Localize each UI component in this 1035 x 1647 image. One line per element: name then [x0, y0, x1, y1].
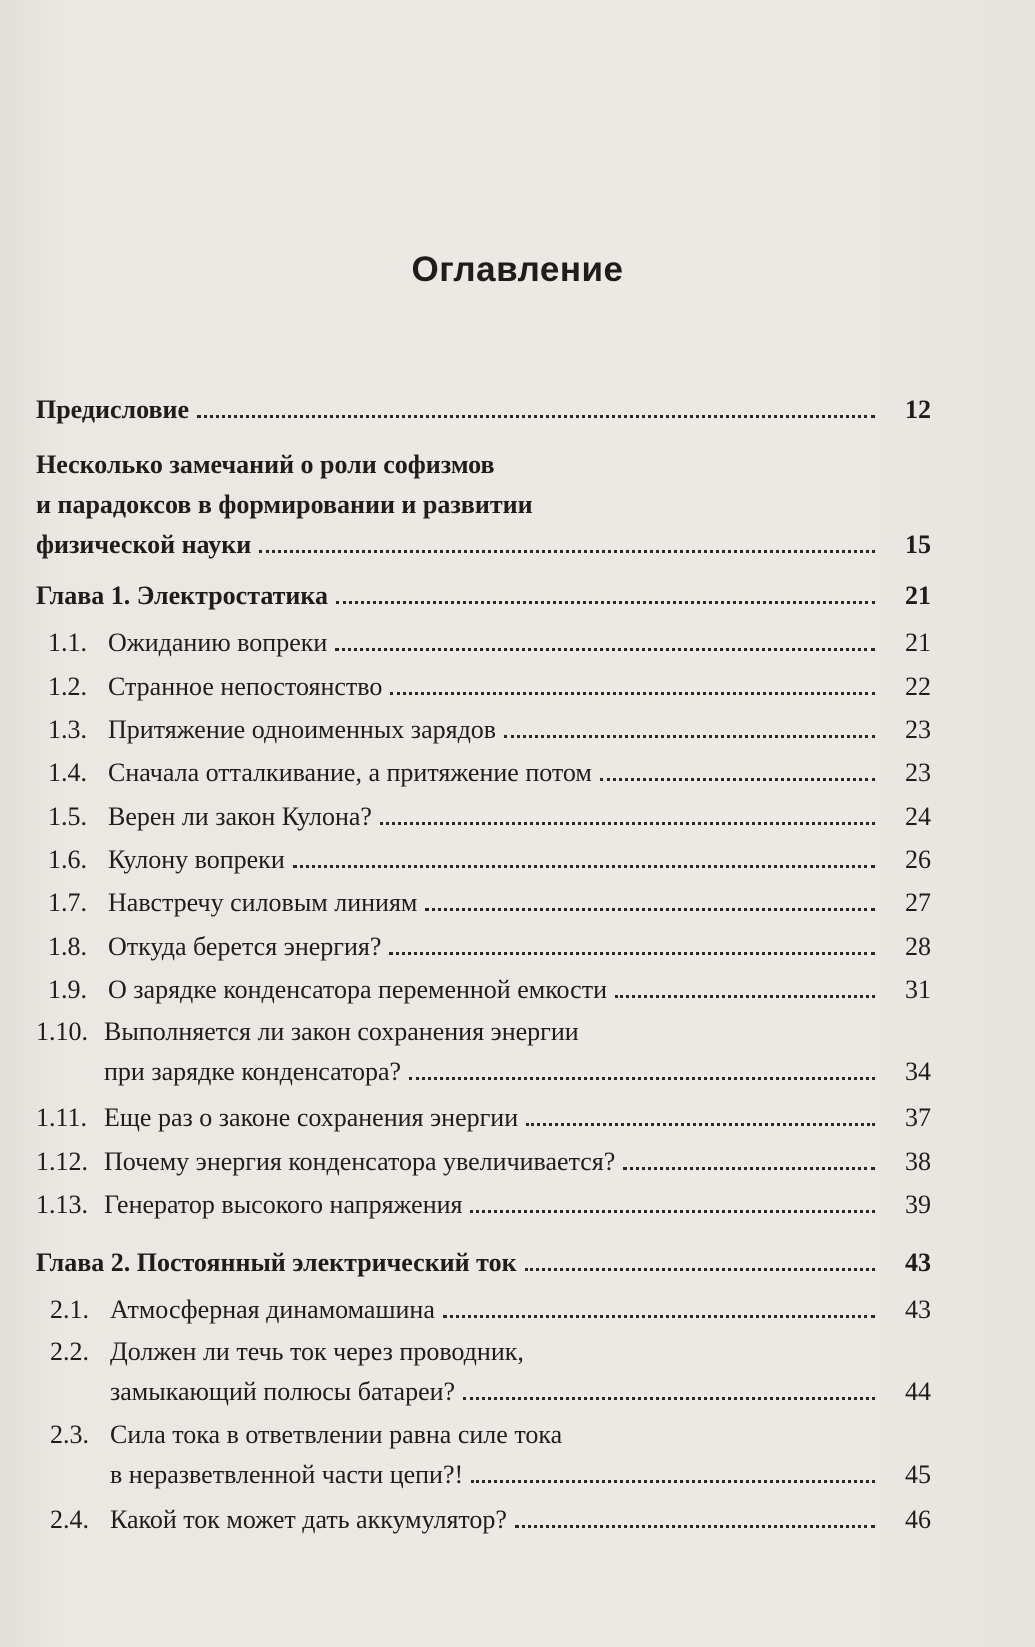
- entry-title: Глава 2. Постоянный электрический ток: [36, 1248, 517, 1277]
- page-number: 15: [905, 530, 931, 559]
- entry-title: и парадоксов в формировании и развитии: [36, 490, 533, 519]
- toc-section-entry: [36, 628, 931, 668]
- page-number: 28: [905, 932, 931, 961]
- dot-leader: [409, 1077, 875, 1080]
- toc-section-entry: [36, 1017, 931, 1097]
- section-number: 1.7.: [48, 888, 87, 917]
- section-number: 2.1.: [50, 1295, 89, 1324]
- page-number: 39: [905, 1190, 931, 1219]
- dot-leader: [293, 865, 875, 868]
- dot-leader: [515, 1525, 875, 1528]
- entry-title: Почему энергия конденсатора увеличивается?: [104, 1147, 616, 1176]
- section-number: 1.8.: [48, 932, 87, 961]
- dot-leader: [390, 692, 875, 695]
- page-number: 27: [905, 888, 931, 917]
- entry-title: в неразветвленной части цепи?!: [110, 1460, 464, 1489]
- dot-leader: [615, 995, 875, 998]
- entry-title: Откуда берется энергия?: [108, 932, 382, 961]
- dot-leader: [443, 1315, 875, 1318]
- page-number: 21: [905, 628, 931, 657]
- section-number: 1.3.: [48, 715, 87, 744]
- entry-title: Генератор высокого напряжения: [104, 1190, 463, 1219]
- page-number: 46: [905, 1505, 931, 1534]
- entry-title: замыкающий полюсы батареи?: [110, 1377, 456, 1406]
- page-number: 26: [905, 845, 931, 874]
- page-number: 34: [905, 1057, 931, 1086]
- page-number: 12: [905, 395, 931, 424]
- entry-title: при зарядке конденсатора?: [104, 1057, 402, 1086]
- dot-leader: [389, 952, 875, 955]
- entry-title: Должен ли течь ток через проводник,: [110, 1337, 524, 1366]
- section-number: 2.3.: [50, 1420, 89, 1449]
- entry-title: Какой ток может дать аккумулятор?: [110, 1505, 507, 1534]
- page-number: 23: [905, 758, 931, 787]
- entry-title: Предисловие: [36, 395, 190, 424]
- toc-section-entry: [36, 888, 931, 928]
- entry-title: Несколько замечаний о роли софизмов: [36, 450, 495, 479]
- toc-section-entry: [36, 1190, 931, 1230]
- dot-leader: [623, 1167, 875, 1170]
- page-number: 37: [905, 1103, 931, 1132]
- section-number: 2.4.: [50, 1505, 89, 1534]
- entry-title: Глава 1. Электростатика: [36, 581, 328, 610]
- dot-leader: [463, 1397, 875, 1400]
- entry-title: Навстречу силовым линиям: [108, 888, 418, 917]
- toc-chapter-entry: [36, 1248, 931, 1288]
- toc-chapter-entry: [36, 450, 931, 570]
- dot-leader: [600, 778, 875, 781]
- section-number: 1.9.: [48, 975, 87, 1004]
- dot-leader: [504, 735, 875, 738]
- entry-title: Кулону вопреки: [108, 845, 285, 874]
- toc-section-entry: [36, 1295, 931, 1335]
- entry-title: Сила тока в ответвлении равна силе тока: [110, 1420, 563, 1449]
- entry-title: Еще раз о законе сохранения энергии: [104, 1103, 519, 1132]
- section-number: 1.12.: [36, 1147, 88, 1176]
- toc-section-entry: [36, 845, 931, 885]
- toc-section-entry: [36, 1420, 931, 1500]
- page-number: 21: [905, 581, 931, 610]
- page-number: 38: [905, 1147, 931, 1176]
- section-number: 1.6.: [48, 845, 87, 874]
- entry-title: Выполняется ли закон сохранения энергии: [104, 1017, 579, 1046]
- page-number: 24: [905, 802, 931, 831]
- toc-section-entry: [36, 1147, 931, 1187]
- toc-chapter-entry: [36, 395, 931, 435]
- entry-title: Атмосферная динамомашина: [110, 1295, 435, 1324]
- dot-leader: [470, 1210, 875, 1213]
- section-number: 1.1.: [48, 628, 87, 657]
- page-number: 45: [905, 1460, 931, 1489]
- toc-section-entry: [36, 1505, 931, 1545]
- entry-title: Притяжение одноименных зарядов: [108, 715, 497, 744]
- toc-chapter-entry: [36, 581, 931, 621]
- page-number: 22: [905, 672, 931, 701]
- entry-title: Сначала отталкивание, а притяжение потом: [108, 758, 592, 787]
- dot-leader: [526, 1123, 875, 1126]
- page-number: 43: [905, 1248, 931, 1277]
- toc-section-entry: [36, 1337, 931, 1417]
- section-number: 1.2.: [48, 672, 87, 701]
- entry-title: О зарядке конденсатора переменной емкости: [108, 975, 607, 1004]
- section-number: 1.10.: [36, 1017, 88, 1046]
- dot-leader: [425, 908, 875, 911]
- toc-section-entry: [36, 975, 931, 1015]
- page-number: 31: [905, 975, 931, 1004]
- toc-section-entry: [36, 932, 931, 972]
- dot-leader: [525, 1268, 875, 1271]
- dot-leader: [197, 415, 875, 418]
- toc-section-entry: [36, 758, 931, 798]
- page-number: 44: [905, 1377, 931, 1406]
- toc-section-entry: [36, 672, 931, 712]
- entry-title: Верен ли закон Кулона?: [108, 802, 372, 831]
- dot-leader: [259, 550, 875, 553]
- entry-title: Странное непостоянство: [108, 672, 383, 701]
- section-number: 1.13.: [36, 1190, 88, 1219]
- dot-leader: [471, 1480, 875, 1483]
- section-number: 1.11.: [36, 1103, 88, 1132]
- toc-section-entry: [36, 1103, 931, 1143]
- toc-section-entry: [36, 715, 931, 755]
- page-number: 23: [905, 715, 931, 744]
- dot-leader: [335, 648, 875, 651]
- page-number: 43: [905, 1295, 931, 1324]
- entry-title: физической науки: [36, 530, 252, 559]
- toc-section-entry: [36, 802, 931, 842]
- dot-leader: [380, 822, 875, 825]
- dot-leader: [336, 601, 875, 604]
- section-number: 1.4.: [48, 758, 87, 787]
- page-title: Оглавление: [411, 250, 624, 289]
- section-number: 1.5.: [48, 802, 87, 831]
- section-number: 2.2.: [50, 1337, 89, 1366]
- entry-title: Ожиданию вопреки: [108, 628, 328, 657]
